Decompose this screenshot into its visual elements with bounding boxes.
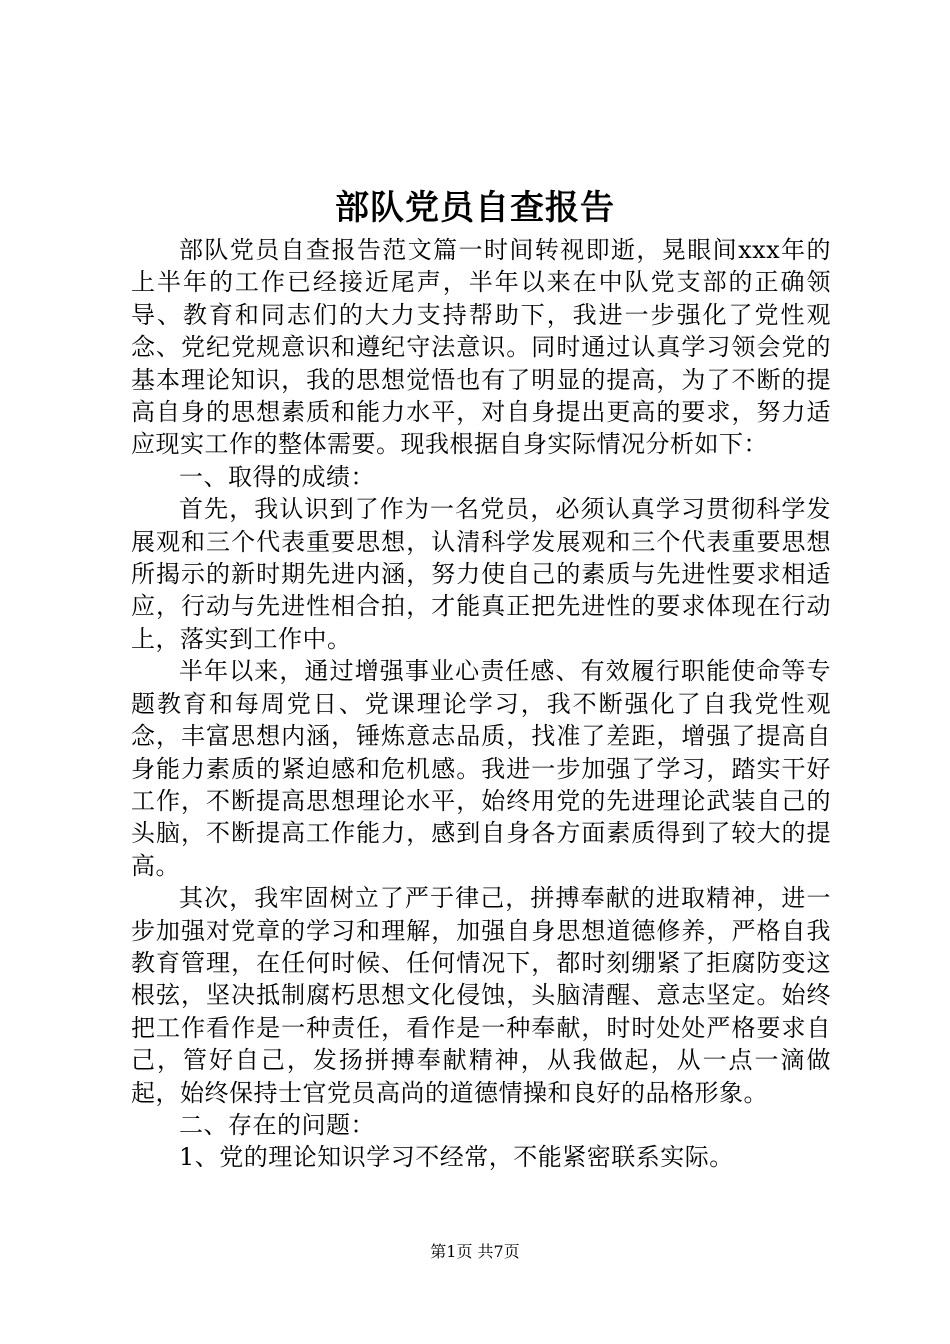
section-heading-problems: 二、存在的问题： [179, 1110, 375, 1139]
paragraph-first: 首先，我认识到了作为一名党员，必须认真学习贯彻科学发展观和三个代表重要思想，认清科学发展观和三个代表重要思想所揭示的新时期先进内涵，努力使自己的素质与先进性要求相适应，行动与先进性相合拍，才能真正把先进性的要求体现在行动上，落实到工作中。 [131, 495, 831, 653]
section-heading-achievements: 一、取得的成绩： [179, 462, 375, 491]
paragraph-intro: 部队党员自查报告范文篇一时间转视即逝，晃眼间xxx年的上半年的工作已经接近尾声，半年以来在中队党支部的正确领导、教育和同志们的大力支持帮助下，我进一步强化了党性观念、党纪党规意识和遵纪守法意识。同时通过认真学习领会党的基本理论知识，我的思想觉悟也有了明显的提高，为了不断的提高自身的思想素质和能力水平，对自身提出更高的要求，努力适应现实工作的整体需要。现我根据自身实际情况分析如下： [131, 236, 831, 459]
document-body [131, 234, 831, 1174]
page-number-footer: 第1页 共7页 [430, 1242, 520, 1261]
paragraph-problem-1: 1、党的理论知识学习不经常，不能紧密联系实际。 [179, 1143, 734, 1172]
paragraph-second: 其次，我牢固树立了严于律己，拼搏奉献的进取精神，进一步加强对党章的学习和理解，加强自身思想道德修养，严格自我教育管理，在任何时候、任何情况下，都时刻绷紧了拒腐防变这根弦，坚决抵制腐朽思想文化侵蚀，头脑清醒、意志坚定。始终把工作看作是一种责任，看作是一种奉献，时时处处严格要求自己，管好自己，发扬拼搏奉献精神，从我做起，从一点一滴做起，始终保持士官党员高尚的道德情操和良好的品格形象。 [131, 884, 831, 1107]
document-title: 部队党员自查报告 [335, 188, 615, 228]
paragraph-half-year: 半年以来，通过增强事业心责任感、有效履行职能使命等专题教育和每周党日、党课理论学习，我不断强化了自我党性观念，丰富思想内涵，锤炼意志品质，找准了差距，增强了提高自身能力素质的紧迫感和危机感。我进一步加强了学习，踏实干好工作，不断提高思想理论水平，始终用党的先进理论武装自己的头脑，不断提高工作能力，感到自身各方面素质得到了较大的提高。 [131, 657, 831, 880]
